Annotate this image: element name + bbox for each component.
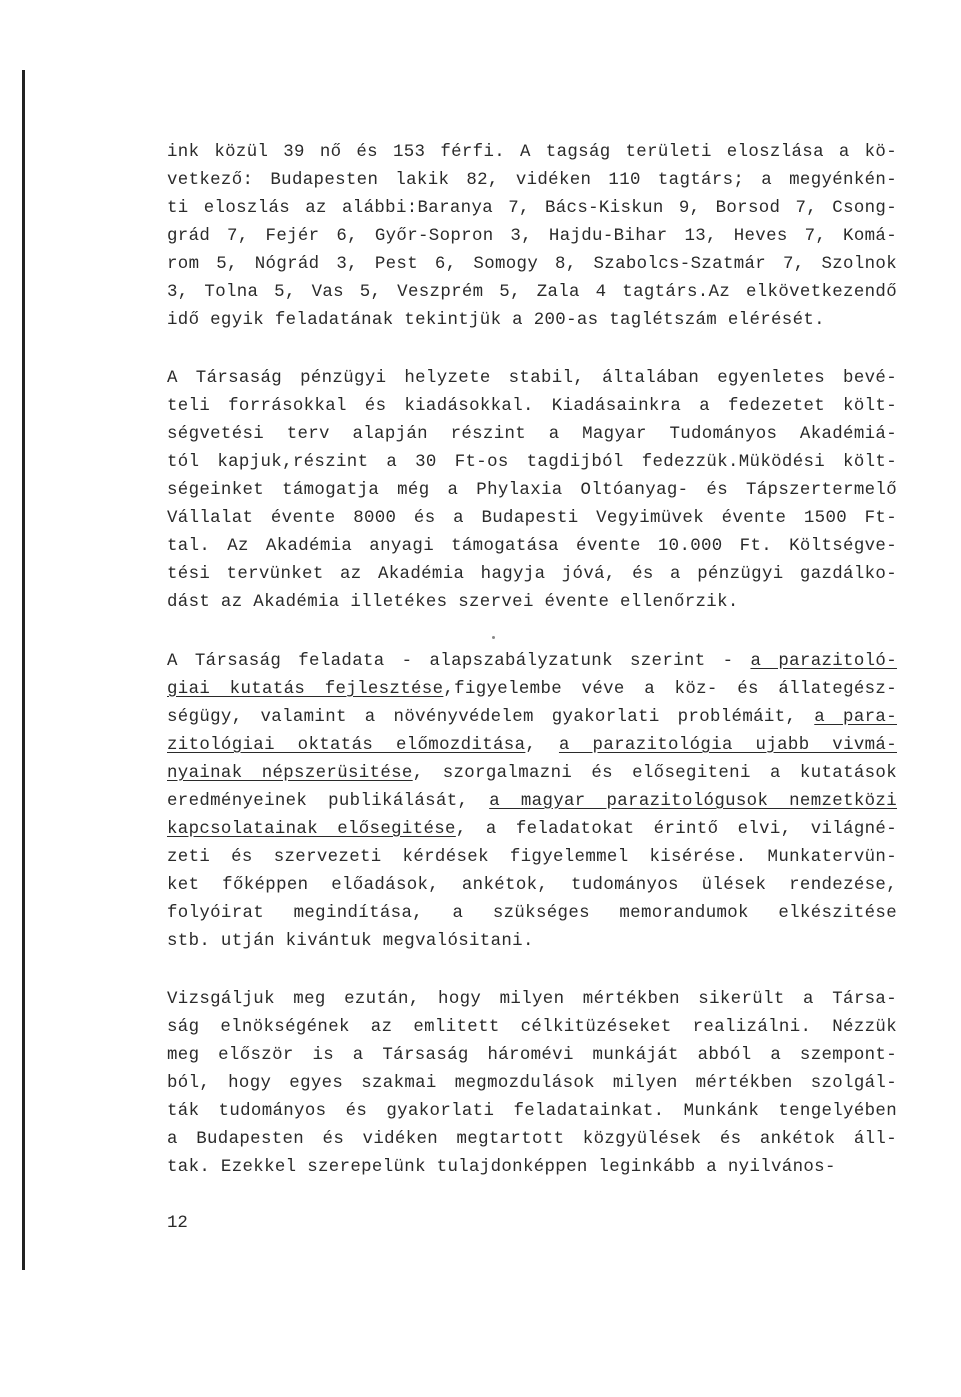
text-line bbox=[167, 365, 897, 393]
text-segment: idő egyik feladatának tekintjük a 200-as taglétszám elérését. bbox=[167, 311, 825, 330]
text-line bbox=[167, 195, 897, 223]
text-line bbox=[167, 421, 897, 449]
paragraph-finances bbox=[167, 365, 897, 617]
underlined-text: nyainak népszerüsitése bbox=[167, 764, 413, 783]
text-line bbox=[167, 1154, 897, 1182]
underlined-text: kapcsolatainak elősegitése bbox=[167, 820, 456, 839]
text-line bbox=[167, 1126, 897, 1154]
text-segment: Vállalat évente 8000 és a Budapesti Vegyimüvek évente 1500 Ft- bbox=[167, 509, 897, 528]
text-line bbox=[167, 167, 897, 195]
paragraph-membership bbox=[167, 139, 897, 335]
text-segment: ségvetési terv alapján részint a Magyar Tudományos Akadémiá- bbox=[167, 425, 897, 444]
text-segment: 3, Tolna 5, Vas 5, Veszprém 5, Zala 4 tagtárs.Az elkövetkezendő bbox=[167, 283, 897, 302]
paragraph-review bbox=[167, 986, 897, 1182]
text-segment: Vizsgáljuk meg ezután, hogy milyen mértékben sikerült a Társa- bbox=[167, 990, 897, 1009]
text-segment: tal. Az Akadémia anyagi támogatása évente 10.000 Ft. Költségve- bbox=[167, 537, 897, 556]
text-segment: stb. utján kivántuk megvalósitani. bbox=[167, 932, 534, 951]
underlined-text: a magyar parazitológusok nemzetközi bbox=[489, 792, 897, 811]
text-segment: rom 5, Nógrád 3, Pest 6, Somogy 8, Szabolcs-Szatmár 7, Szolnok bbox=[167, 255, 897, 274]
text-line bbox=[167, 1098, 897, 1126]
text-line bbox=[167, 393, 897, 421]
text-line bbox=[167, 788, 897, 816]
text-line bbox=[167, 704, 897, 732]
text-line bbox=[167, 760, 897, 788]
paragraph-tasks bbox=[167, 648, 897, 956]
text-segment: tól kapjuk,részint a 30 Ft-os tagdijból fedezzük.Müködési költ- bbox=[167, 453, 897, 472]
text-line bbox=[167, 561, 897, 589]
text-segment: ták tudományos és gyakorlati feladatainkat. Munkánk tengelyében bbox=[167, 1102, 897, 1121]
underlined-text: zitológiai oktatás előmozditása bbox=[167, 736, 526, 755]
text-line bbox=[167, 648, 897, 676]
text-segment: , szorgalmazni és elősegiteni a kutatások bbox=[412, 764, 898, 783]
text-line bbox=[167, 589, 897, 617]
scan-margin-line bbox=[22, 70, 25, 1270]
scan-speck bbox=[492, 636, 495, 639]
text-line bbox=[167, 928, 897, 956]
text-segment: vetkező: Budapesten lakik 82, vidéken 110 tagtárs; a megyénkén- bbox=[167, 171, 897, 190]
text-segment: ,figyelembe véve a köz- és állategész- bbox=[443, 680, 897, 699]
text-segment: a Budapesten és vidéken megtartott közgyülések és ankétok áll- bbox=[167, 1130, 897, 1149]
text-line bbox=[167, 816, 897, 844]
text-line bbox=[167, 251, 897, 279]
text-segment: ket főképpen előadások, ankétok, tudományos ülések rendezése, bbox=[167, 876, 897, 895]
text-segment: dást az Akadémia illetékes szervei évente ellenőrzik. bbox=[167, 593, 739, 612]
text-line bbox=[167, 1042, 897, 1070]
text-line bbox=[167, 900, 897, 928]
text-line bbox=[167, 477, 897, 505]
text-segment: teli forrásokkal és kiadásokkal. Kiadásainkra a fedezetet költ- bbox=[167, 397, 897, 416]
text-segment: ségeinket támogatja még a Phylaxia Oltóanyag- és Tápszertermelő bbox=[167, 481, 897, 500]
text-line bbox=[167, 732, 897, 760]
text-line bbox=[167, 1070, 897, 1098]
text-line bbox=[167, 139, 897, 167]
underlined-text: a parazitológia ujabb vivmá- bbox=[558, 736, 897, 755]
text-segment: tési tervünket az Akadémia hagyja jóvá, és a pénzügyi gazdálko- bbox=[167, 565, 897, 584]
text-segment: ti eloszlás az alábbi:Baranya 7, Bács-Kiskun 9, Borsod 7, Csong- bbox=[167, 199, 897, 218]
text-segment: ségügy, valamint a növényvédelem gyakorlati problémáit, bbox=[167, 708, 815, 727]
text-line bbox=[167, 223, 897, 251]
text-segment: , a feladatokat érintő elvi, világné- bbox=[455, 820, 897, 839]
text-line bbox=[167, 844, 897, 872]
text-segment: folyóirat megindítása, a szükséges memorandumok elkészitése bbox=[167, 904, 897, 923]
text-line bbox=[167, 872, 897, 900]
page-number: 12 bbox=[167, 1214, 188, 1233]
text-line bbox=[167, 505, 897, 533]
underlined-text: giai kutatás fejlesztése bbox=[167, 680, 444, 699]
underlined-text: a para- bbox=[814, 708, 897, 727]
text-segment: tak. Ezekkel szerepelünk tulajdonképpen leginkább a nyilvános- bbox=[167, 1158, 836, 1177]
text-segment: eredményeinek publikálását, bbox=[167, 792, 490, 811]
text-line bbox=[167, 676, 897, 704]
underlined-text: a parazitoló- bbox=[750, 652, 897, 671]
text-segment: ság elnökségének az emlitett célkitüzéseket realizálni. Nézzük bbox=[167, 1018, 897, 1037]
text-line bbox=[167, 533, 897, 561]
text-line bbox=[167, 449, 897, 477]
text-segment: , bbox=[525, 736, 559, 755]
text-segment: A Társaság feladata - alapszabályzatunk szerint - bbox=[167, 652, 751, 671]
text-segment: ból, hogy egyes szakmai megmozdulások milyen mértékben szolgál- bbox=[167, 1074, 897, 1093]
text-line bbox=[167, 986, 897, 1014]
text-line bbox=[167, 307, 897, 335]
text-segment: grád 7, Fejér 6, Győr-Sopron 3, Hajdu-Bihar 13, Heves 7, Komá- bbox=[167, 227, 897, 246]
text-line bbox=[167, 1014, 897, 1042]
text-segment: meg először is a Társaság háromévi munkáját abból a szempont- bbox=[167, 1046, 897, 1065]
text-segment: zeti és szervezeti kérdések figyelemmel kisérése. Munkatervün- bbox=[167, 848, 897, 867]
text-segment: A Társaság pénzügyi helyzete stabil, általában egyenletes bevé- bbox=[167, 369, 897, 388]
text-line bbox=[167, 279, 897, 307]
text-segment: ink közül 39 nő és 153 férfi. A tagság területi eloszlása a kö- bbox=[167, 143, 897, 162]
